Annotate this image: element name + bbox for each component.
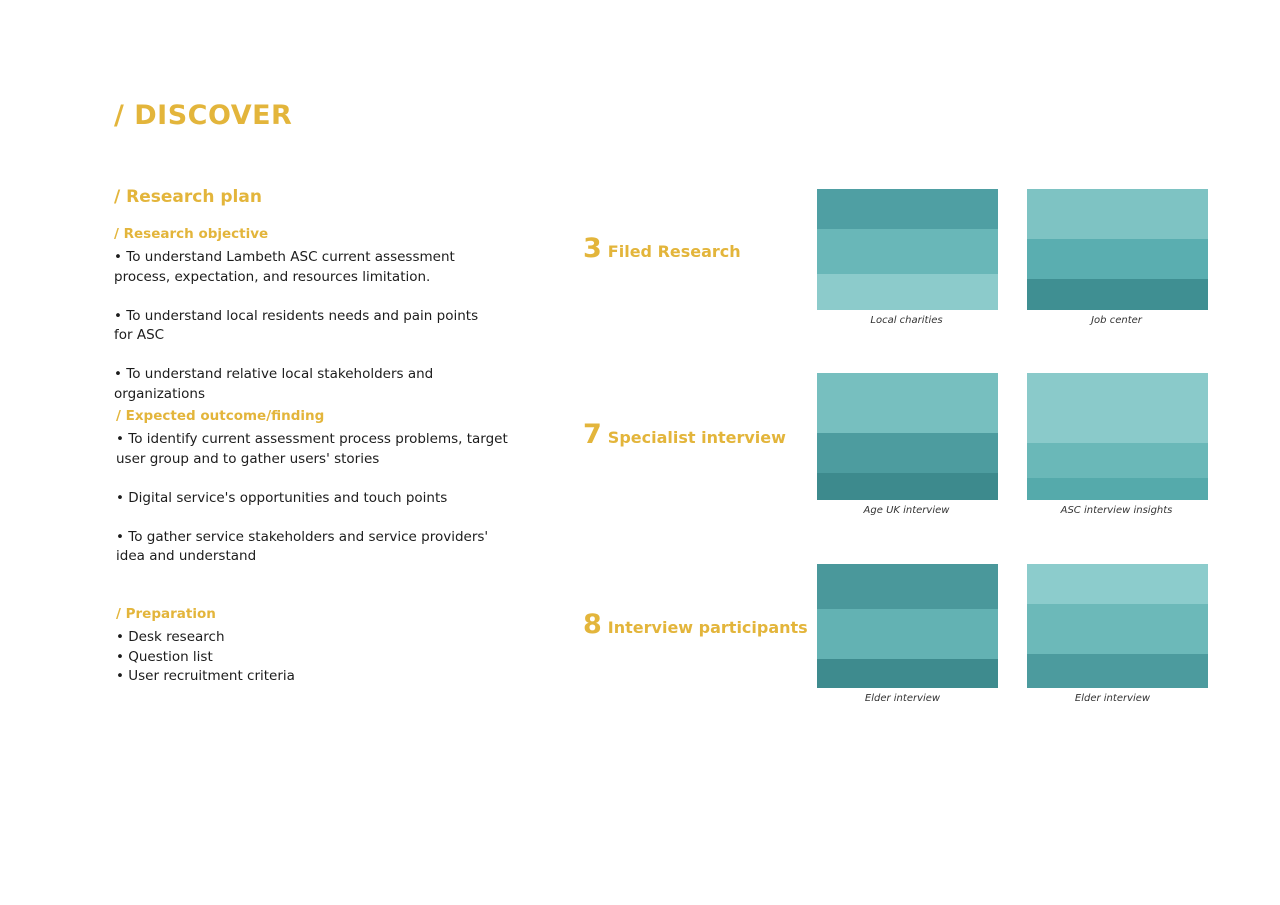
photo-caption: Elder interview xyxy=(1074,693,1151,704)
photo-caption: Age UK interview xyxy=(863,505,950,516)
photo-job-center xyxy=(1027,189,1208,310)
stat-specialist-interview xyxy=(583,419,786,450)
photo-caption: ASC interview insights xyxy=(1060,505,1173,516)
preparation-heading: / Preparation xyxy=(116,606,216,622)
stat-number: 8 xyxy=(583,609,602,640)
stat-label: Specialist interview xyxy=(607,428,786,447)
photo-caption: Elder interview xyxy=(864,693,941,704)
stat-number: 7 xyxy=(583,419,602,450)
stat-number: 3 xyxy=(583,233,602,264)
list-item: • Question list xyxy=(116,648,213,665)
photo-elder-interview xyxy=(817,564,998,688)
expected-outcome-list xyxy=(116,430,516,567)
list-item: • To understand relative local stakeholders and organizations xyxy=(114,366,434,402)
list-item: • To gather service stakeholders and service providers' idea and understand xyxy=(116,528,489,564)
list-item: • To understand local residents needs and pain points for ASC xyxy=(114,307,479,343)
expected-outcome-heading: / Expected outcome/finding xyxy=(116,408,325,424)
stat-label: Interview participants xyxy=(607,618,808,637)
preparation-list xyxy=(116,628,416,687)
research-objective-heading: / Research objective xyxy=(114,226,269,242)
stat-interview-participants xyxy=(583,609,808,640)
page-title: / DISCOVER xyxy=(114,100,293,131)
photo-age-uk-interview xyxy=(817,373,998,500)
list-item: • To understand Lambeth ASC current assessment process, expectation, and resources limitation. xyxy=(114,249,455,285)
photo-caption: Local charities xyxy=(870,315,943,326)
stat-label: Filed Research xyxy=(607,242,741,261)
photo-local-charities xyxy=(817,189,998,310)
list-item: • To identify current assessment process problems, target user group and to gather users' stories xyxy=(116,431,508,467)
list-item: • Digital service's opportunities and touch points xyxy=(116,489,448,506)
photo-asc-interview-insights xyxy=(1027,373,1208,500)
photo-caption: Job center xyxy=(1091,315,1142,326)
stat-filed-research xyxy=(583,233,741,264)
list-item: • Desk research xyxy=(116,629,225,645)
list-item: • User recruitment criteria xyxy=(116,668,295,684)
research-objective-list xyxy=(114,248,494,404)
photo-elder-interview xyxy=(1027,564,1208,688)
research-plan-heading: / Research plan xyxy=(114,187,262,207)
